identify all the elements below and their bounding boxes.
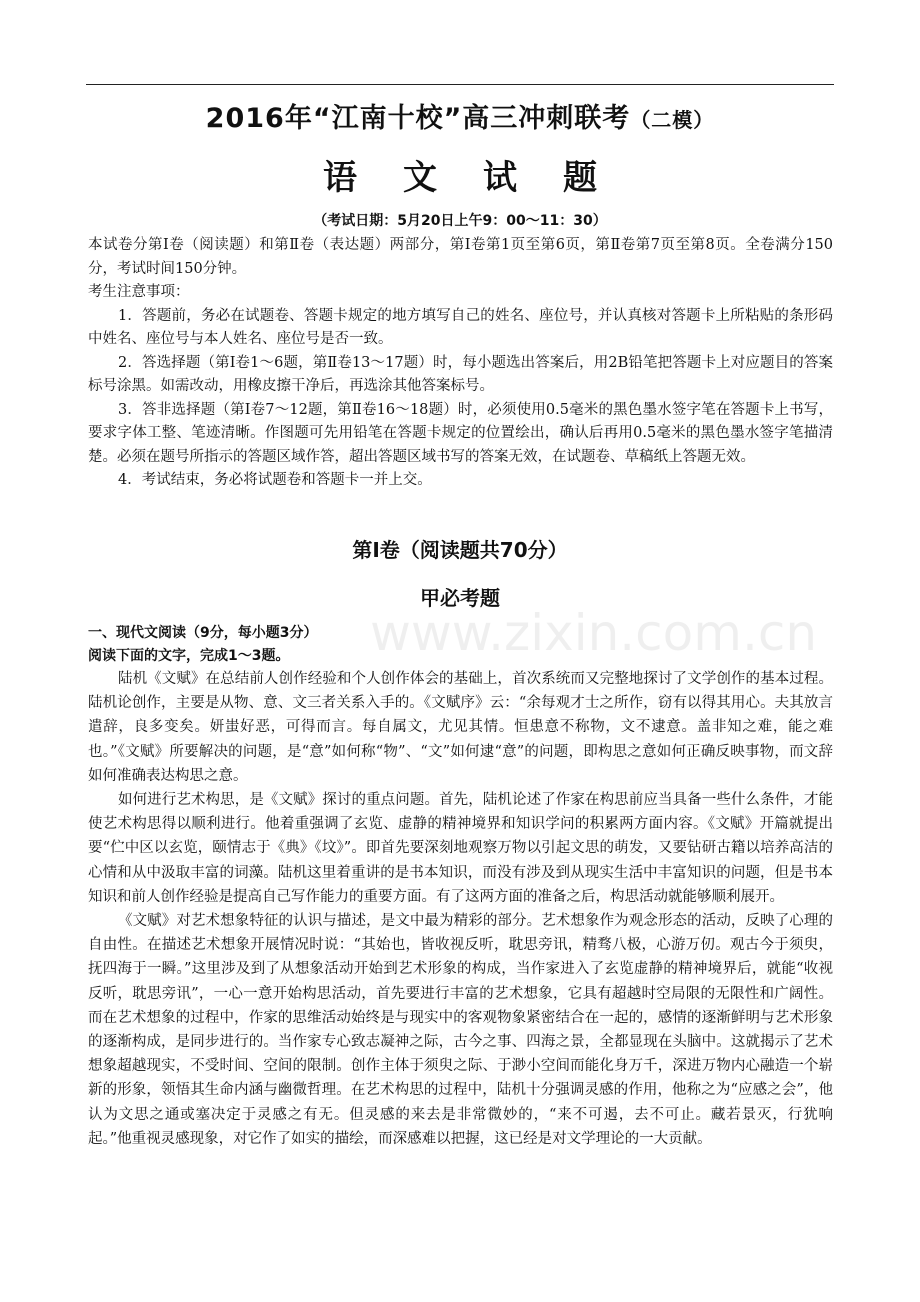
passage-paragraph: 《文赋》对艺术想象特征的认识与描述，是文中最为精彩的部分。艺术想象作为观念形态的活动，反映了心理的自由性。在描述艺术想象开展情况时说：“其始也，皆收视反听，耽思旁讯，精骛八极，心游万仞。观古今于须臾，抚四海于一瞬。”这里涉及到了从想象活动开始到艺术形象的构成，当作家进入了玄览虚静的精神境界后，就能“收视反听，耽思旁讯”，一心一意开始构思活动，首先要进行丰富的艺术想象，它具有超越时空局限的无限性和广阔性。而在艺术想象的过程中，作家的思维活动始终是与现实中的客观物象紧密结合在一起的，感情的逐渐鲜明与艺术形象的逐渐构成，是同步进行的。当作家专心致志凝神之际，古今之事、四海之景，全都显现在头脑中。这就揭示了艺术想象超越现实，不受时间、空间的限制。创作主体于须臾之际、于渺小空间而能化身万千，深进万物内心融造一个崭新的形象，领悟其生命内涵与幽微哲理。在艺术构思的过程中，陆机十分强调灵感的作用，他称之为“应感之会”，他认为文思之通或塞决定于灵感之有无。但灵感的来去是非常微妙的，“来不可遏，去不可止。藏若景灭，行犹响起。”他重视灵感现象，对它作了如实的描绘，而深感难以把握，这已经是对文学理论的一大贡献。 [88,913,833,1147]
notice-item: 1．答题前，务必在试题卷、答题卡规定的地方填写自己的姓名、座位号，并认真核对答题卡上所粘贴的条形码中姓名、座位号与本人姓名、座位号是否一致。 [88,307,833,347]
watermark: www.zixin.com.cn [370,604,818,662]
header-rule [86,84,834,85]
part-title: 第Ⅰ卷（阅读题共70分） [352,538,568,562]
exam-title [0,96,920,135]
notice-label: 考生注意事项： [88,284,190,300]
passage-paragraph: 如何进行艺术构思，是《文赋》探讨的重点问题。首先，陆机论述了作家在构思前应当具备一些什么条件，才能使艺术构思得以顺利进行。他着重强调了玄览、虚静的精神境界和知识学问的积累两方面内容。《文赋》开篇就提出要“伫中区以玄览，颐情志于《典》《坟》”。即首先要深刻地观察万物以引起文思的萌发，又要钻研古籍以培养高洁的心情和从中汲取丰富的词藻。陆机这里着重讲的是书本知识，而没有涉及到从现实生活中丰富知识的问题，但是书本知识和前人创作经验是提高自己写作能力的重要方面。有了这两方面的准备之后，构思活动就能够顺利展开。 [88,792,833,905]
exam-date: （考试日期：5月20日上午9：00～11：30） [313,213,607,229]
exam-title-main: 2016年“江南十校”高三冲刺联考 [205,103,631,134]
intro-paragraph: 本试卷分第Ⅰ卷（阅读题）和第Ⅱ卷（表达题）两部分，第Ⅰ卷第1页至第6页，第Ⅱ卷第7页至第8页。全卷满分150分，考试时间150分钟。 [88,237,833,277]
passage-paragraph: 陆机《文赋》在总结前人创作经验和个人创作体会的基础上，首次系统而又完整地探讨了文学创作的基本过程。陆机论创作，主要是从物、意、文三者关系入手的。《文赋序》云：“余每观才士之所作，窃有以得其用心。夫其放言遣辞，良多变矣。妍蚩好恶，可得而言。每自属文，尤见其情。恒患意不称物，文不逮意。盖非知之难，能之难也。”《文赋》所要解决的问题，是“意”如何称“物”、“文”如何逮“意”的问题，即构思之意如何正确反映事物，而文辞如何准确表达构思之意。 [88,671,833,784]
notice-item: 4．考试结束，务必将试题卷和答题卡一并上交。 [118,472,432,488]
question-heading: 一、现代文阅读（9分，每小题3分） [88,625,318,641]
exam-title-sub: （二模） [630,108,715,132]
notice-item: 3．答非选择题（第Ⅰ卷7～12题，第Ⅱ卷16～18题）时，必须使用0.5毫米的黑色墨水签字笔在答题卡上书写，要求字体工整、笔迹清晰。作图题可先用铅笔在答题卡规定的位置绘出，确认后再用0.5毫米的黑色墨水签字笔描清楚。必须在题号所指示的答题区域作答，超出答题区域书写的答案无效，在试题卷、草稿纸上答题无效。 [88,401,833,465]
subject-title: 语文试题 [323,158,643,198]
instructions-block [88,234,833,493]
question-instruction: 阅读下面的文字，完成1～3题。 [88,648,290,664]
reading-passage [88,667,833,1151]
section-title: 甲必考题 [420,586,500,610]
notice-item: 2．答选择题（第Ⅰ卷1～6题，第Ⅱ卷13～17题）时，每小题选出答案后，用2B铅笔把答题卡上对应题目的答案标号涂黑。如需改动，用橡皮擦干净后，再选涂其他答案标号。 [88,354,833,394]
